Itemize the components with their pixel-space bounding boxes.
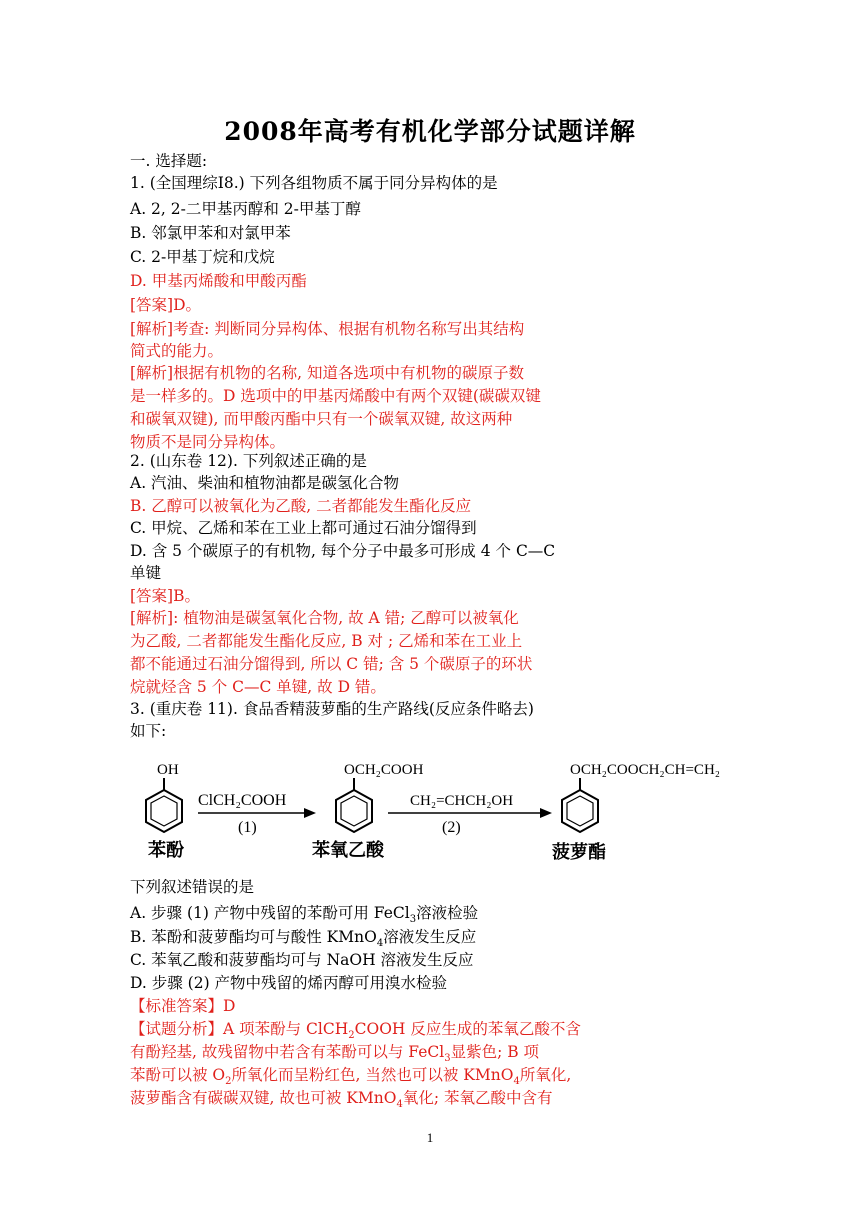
q1-answer: [答案]D。 <box>130 296 202 314</box>
q2-analysis-line: 都不能通过石油分馏得到, 所以 C 错; 含 5 个碳原子的环状 <box>130 655 533 673</box>
phenoxyacetic-acid-substituent: OCH₂COOH <box>344 762 424 778</box>
benzene-ring-phenol <box>146 778 182 832</box>
benzene-ring-pineapple-ester <box>562 778 598 832</box>
q1-option-d: D. 甲基丙烯酸和甲酸丙酯 <box>130 272 307 290</box>
page-number: 1 <box>426 1130 434 1145</box>
section-heading: 一. 选择题: <box>130 152 208 170</box>
q2-analysis-line: 烷就烃含 5 个 C—C 单键, 故 D 错。 <box>130 678 386 696</box>
q1-option-b: B. 邻氯甲苯和对氯甲苯 <box>130 224 291 242</box>
arrow-1-head <box>304 808 316 818</box>
q1-option-c: C. 2-甲基丁烷和戊烷 <box>130 248 275 266</box>
q3-option-d: D. 步骤 (2) 产物中残留的烯丙醇可用溴水检验 <box>130 974 448 992</box>
q3-prompt: 下列叙述错误的是 <box>130 878 255 896</box>
q3-option-a: A. 步骤 (1) 产物中残留的苯酚可用 FeCl$_3$溶液检验 <box>130 904 479 926</box>
question-2: 2. (山东卷 12). 下列叙述正确的是 <box>130 452 367 470</box>
phenol-name: 苯酚 <box>148 840 184 860</box>
q1-explanation-line: 和碳氧双键), 而甲酸丙酯中只有一个碳氧双键, 故这两种 <box>130 410 513 428</box>
q1-option-a: A. 2, 2-二甲基丙醇和 2-甲基丁醇 <box>130 200 361 218</box>
reagent-1: ClCH₂COOH <box>198 792 287 809</box>
q1-explanation-line: 是一样多的。D 选项中的甲基丙烯酸中有两个双键(碳碳双键 <box>130 387 541 405</box>
reagent-2: CH₂=CHCH₂OH <box>410 793 514 809</box>
phenoxyacetic-acid-name: 苯氧乙酸 <box>312 840 384 860</box>
step-1-label: (1) <box>238 819 257 836</box>
pineapple-ester-name: 菠萝酯 <box>552 842 606 862</box>
q2-option-b: B. 乙醇可以被氧化为乙酸, 二者都能发生酯化反应 <box>130 497 472 515</box>
q3-answer: 【标准答案】D <box>130 997 236 1015</box>
page-title: 2008年高考有机化学部分试题详解 <box>224 117 636 146</box>
q1-analysis-line: 简式的能力。 <box>130 342 224 360</box>
q1-explanation-line: [解析]根据有机物的名称, 知道各选项中有机物的碳原子数 <box>130 364 524 382</box>
q1-analysis-line: [解析]考查: 判断同分异构体、根据有机物名称写出其结构 <box>130 320 525 338</box>
q2-analysis-line: 为乙酸, 二者都能发生酯化反应, B 对 ; 乙烯和苯在工业上 <box>130 632 523 650</box>
arrow-2-head <box>540 808 552 818</box>
q2-option-a: A. 汽油、柴油和植物油都是碳氢化合物 <box>130 474 400 492</box>
step-2-label: (2) <box>442 819 461 836</box>
question-3: 3. (重庆卷 11). 食品香精菠萝酯的生产路线(反应条件略去) <box>130 700 534 718</box>
q2-option-c: C. 甲烷、乙烯和苯在工业上都可通过石油分馏得到 <box>130 519 477 537</box>
q1-explanation-line: 物质不是同分异构体。 <box>130 433 286 451</box>
q3-analysis-line: 有酚羟基, 故残留物中若含有苯酚可以与 FeCl$_3$显紫色; B 项 <box>130 1043 540 1065</box>
question-3-cont: 如下: <box>130 722 167 740</box>
q3-option-c: C. 苯氧乙酸和菠萝酯均可与 NaOH 溶液发生反应 <box>130 951 474 969</box>
q2-option-d: D. 含 5 个碳原子的有机物, 每个分子中最多可形成 4 个 C—C <box>130 542 556 560</box>
q2-analysis-line: [解析]: 植物油是碳氢氧化合物, 故 A 错; 乙醇可以被氧化 <box>130 609 519 627</box>
pineapple-ester-substituent: OCH₂COOCH₂CH=CH₂ <box>570 762 720 778</box>
q3-analysis-line: 【试题分析】A 项苯酚与 ClCH$_2$COOH 反应生成的苯氧乙酸不含 <box>130 1020 581 1042</box>
q2-option-d-cont: 单键 <box>130 564 162 582</box>
q2-answer: [答案]B。 <box>130 587 200 605</box>
phenol-oh-label: OH <box>157 762 179 778</box>
question-1: 1. (全国理综Ⅰ8.) 下列各组物质不属于同分异构体的是 <box>130 174 498 192</box>
q3-option-b: B. 苯酚和菠萝酯均可与酸性 KMnO$_4$溶液发生反应 <box>130 928 477 950</box>
benzene-ring-phenoxyacetic-acid <box>336 778 372 832</box>
q3-analysis-line: 苯酚可以被 $O_2$所氧化而呈粉红色, 当然也可以被 KMnO$_4$所氧化, <box>130 1066 572 1088</box>
reaction-scheme <box>132 760 732 870</box>
q3-analysis-line: 菠萝酯含有碳碳双键, 故也可被 KMnO$_4$氧化; 苯氧乙酸中含有 <box>130 1089 553 1111</box>
